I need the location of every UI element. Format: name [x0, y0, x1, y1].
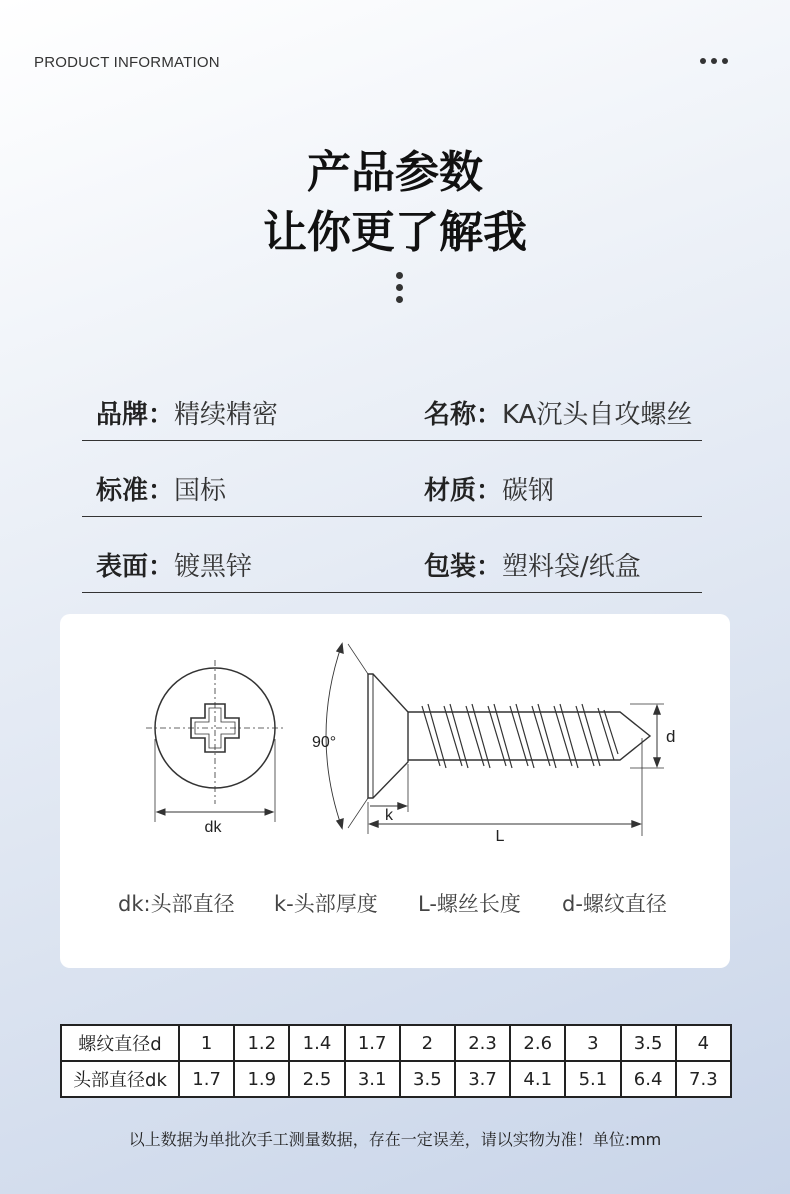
spec-surface: 表面：镀黑锌	[96, 552, 253, 582]
spec-row	[82, 380, 702, 441]
table-cell: 2.3	[455, 1025, 510, 1061]
table-cell: 4	[676, 1025, 731, 1061]
k-label: k	[385, 807, 393, 824]
table-row	[61, 1061, 731, 1097]
table-cell: 6.4	[621, 1061, 676, 1097]
screw-head-top-view	[146, 660, 284, 822]
L-label: L	[495, 828, 505, 845]
dk-label: dk	[204, 819, 222, 836]
table-cell: 7.3	[676, 1061, 731, 1097]
table-cell: 4.1	[510, 1061, 565, 1097]
row-header: 头部直径dk	[61, 1061, 179, 1097]
spec-row	[82, 532, 702, 593]
spec-brand: 品牌：精续精密	[96, 400, 279, 430]
angle-label: 90°	[312, 734, 337, 751]
dot	[711, 58, 717, 64]
table-cell: 1.4	[289, 1025, 344, 1061]
page-title: 产品参数	[307, 147, 483, 198]
spec-packaging: 包装：塑料袋/纸盒	[424, 552, 641, 582]
legend-k: k-头部厚度	[274, 892, 378, 916]
table-cell: 3.7	[455, 1061, 510, 1097]
d-label: d	[666, 727, 676, 746]
legend-d: d-螺纹直径	[562, 892, 667, 916]
screw-side-view	[326, 644, 664, 836]
table-cell: 1	[179, 1025, 234, 1061]
dot	[700, 58, 706, 64]
table-cell: 3.1	[345, 1061, 400, 1097]
legend-dk: dk:头部直径	[118, 892, 235, 916]
row-header: 螺纹直径d	[61, 1025, 179, 1061]
table-cell: 3.5	[621, 1025, 676, 1061]
screw-diagram-card	[60, 614, 730, 968]
table-cell: 1.7	[345, 1025, 400, 1061]
measurement-note: 以上数据为单批次手工测量数据，存在一定误差，请以实物为准！单位:mm	[128, 1130, 662, 1149]
table-cell: 1.9	[234, 1061, 289, 1097]
table-cell: 3	[565, 1025, 620, 1061]
spec-name: 名称：KA沉头自攻螺丝	[424, 400, 693, 430]
ellipsis-vertical-icon	[396, 272, 403, 303]
table-cell: 5.1	[565, 1061, 620, 1097]
table-row	[61, 1025, 731, 1061]
table-cell: 2.6	[510, 1025, 565, 1061]
ellipsis-horizontal-icon[interactable]	[700, 58, 728, 64]
page-subtitle: 让你更了解我	[263, 207, 527, 258]
spec-row	[82, 456, 702, 517]
table-cell: 2	[400, 1025, 455, 1061]
header-label: PRODUCT INFORMATION	[34, 54, 220, 71]
spec-material: 材质：碳钢	[424, 476, 555, 506]
dot	[722, 58, 728, 64]
spec-standard: 标准：国标	[96, 476, 227, 506]
table-cell: 1.2	[234, 1025, 289, 1061]
table-cell: 2.5	[289, 1061, 344, 1097]
table-cell: 1.7	[179, 1061, 234, 1097]
size-table	[60, 1024, 732, 1098]
table-cell: 3.5	[400, 1061, 455, 1097]
legend-L: L-螺丝长度	[418, 892, 521, 916]
